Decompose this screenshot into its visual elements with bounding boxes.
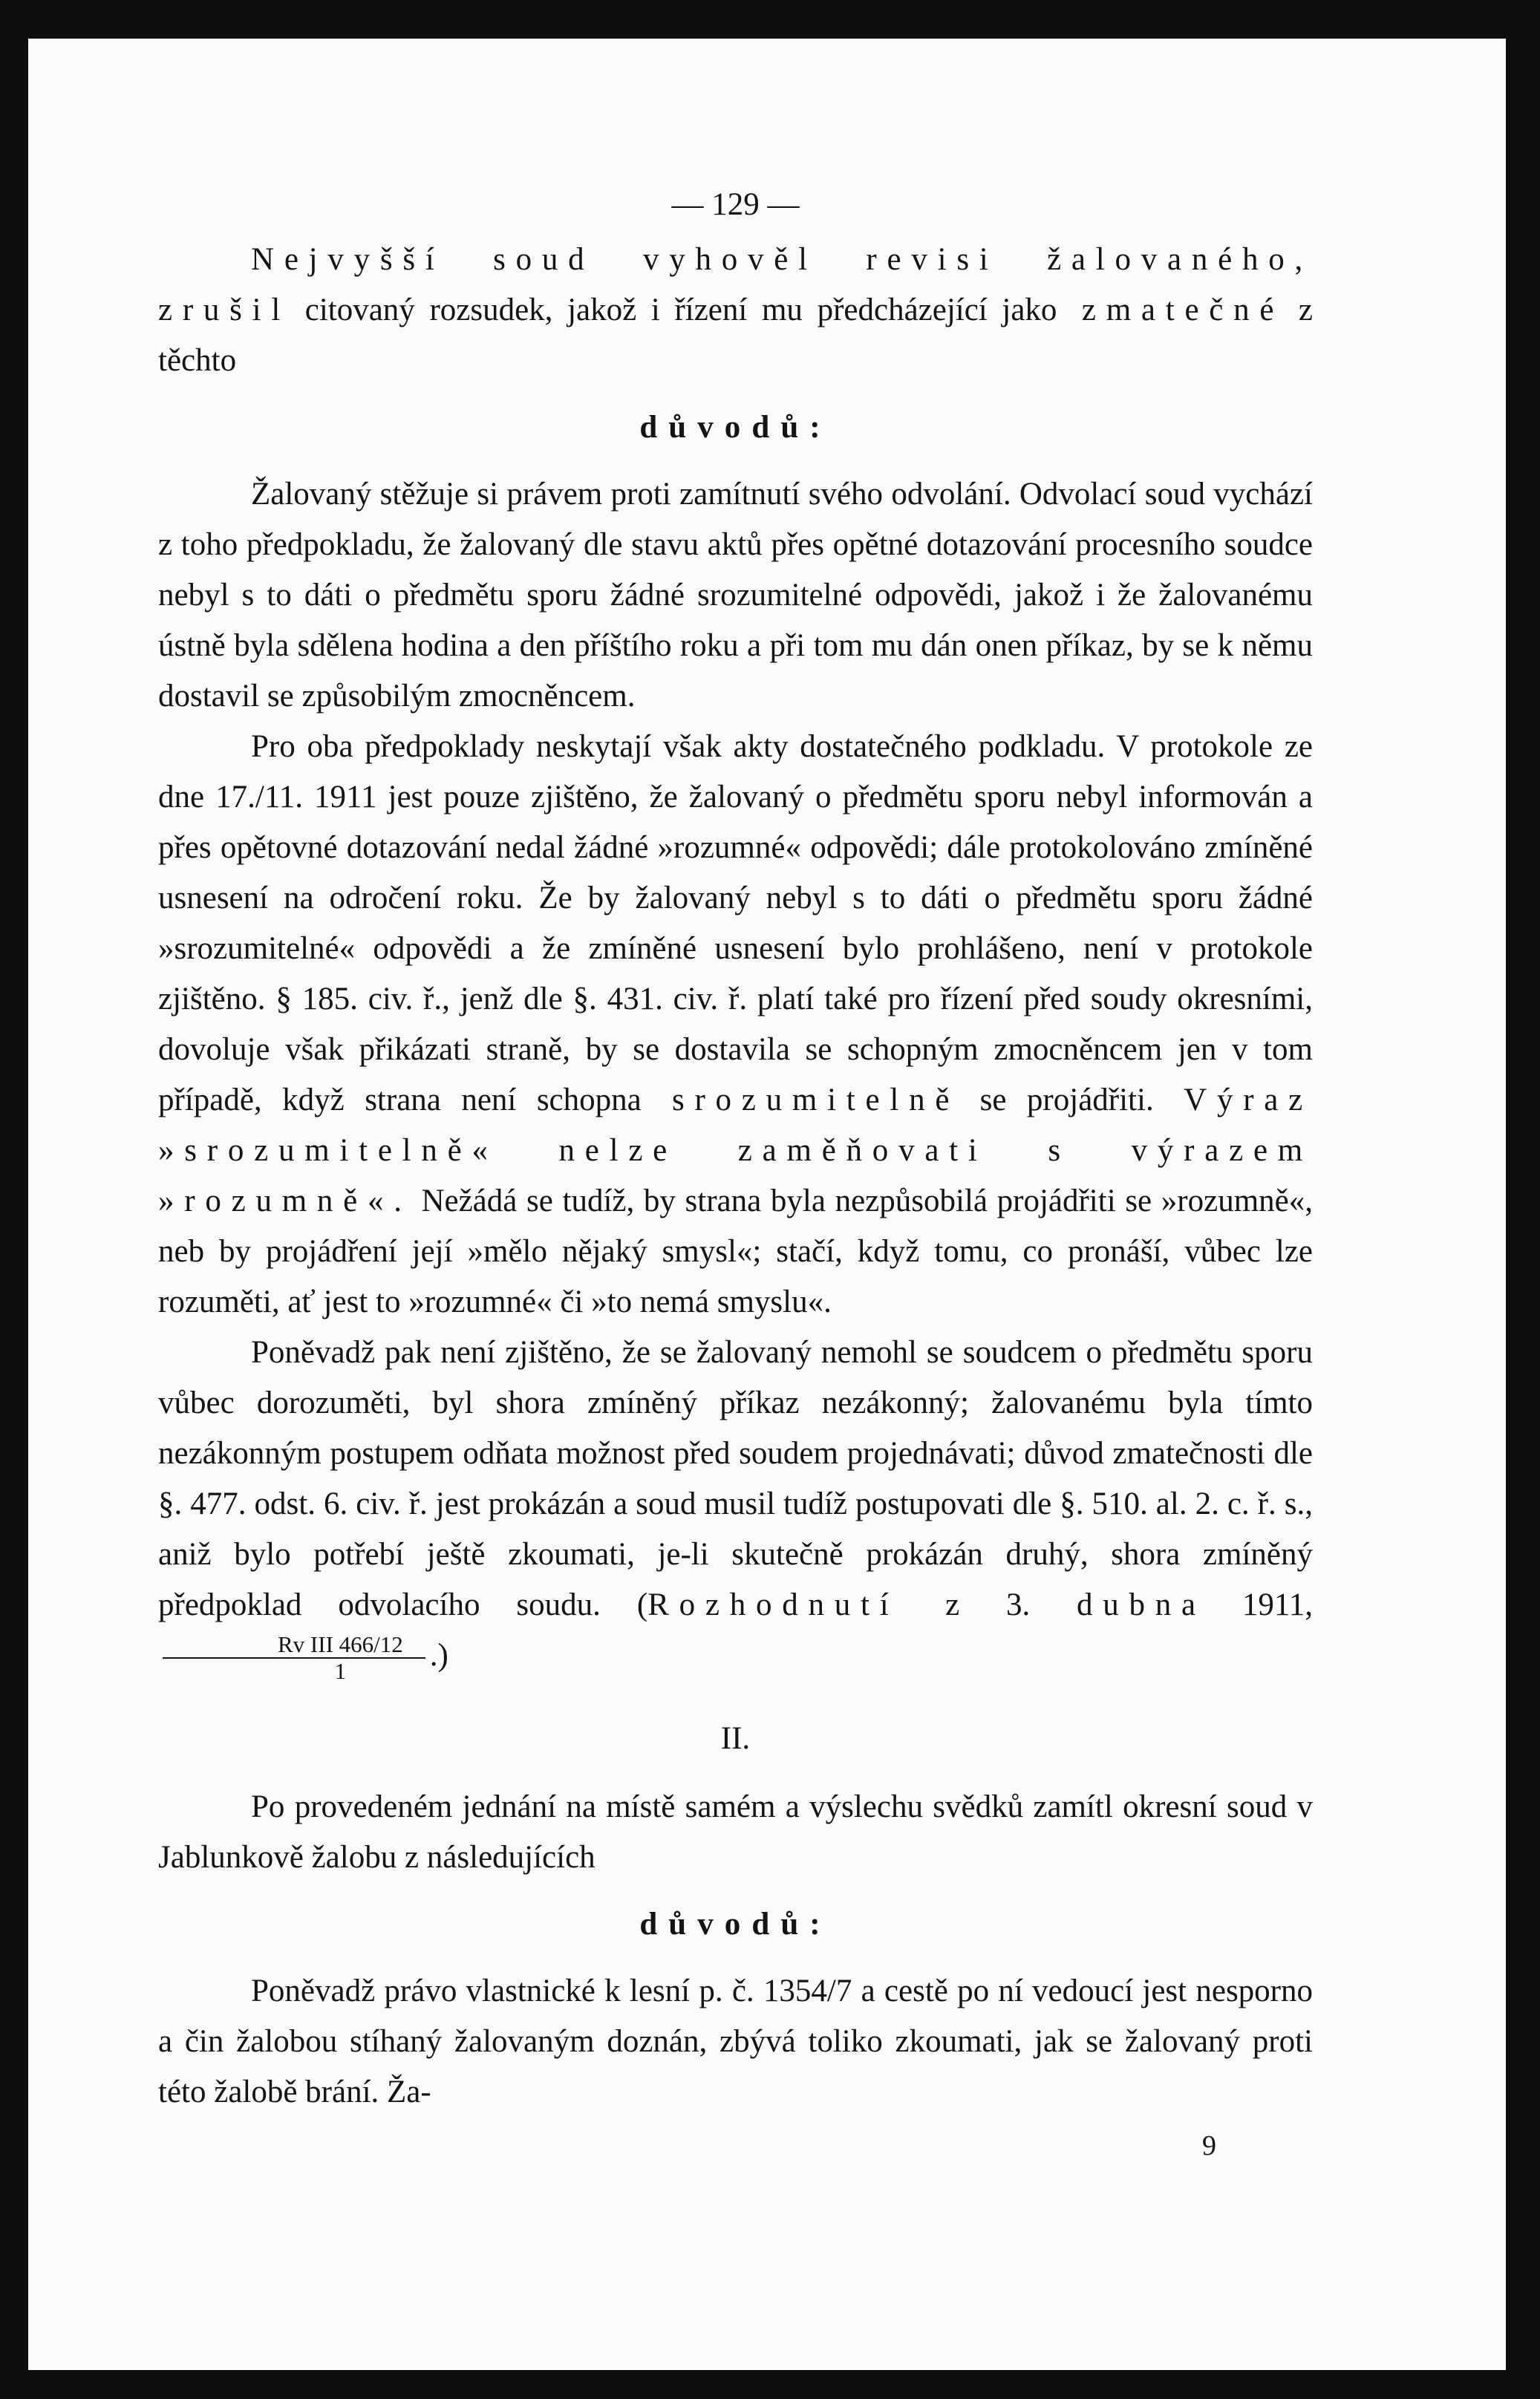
citation-denominator: 1 [334,1658,347,1685]
intro-plain-text: citovaný rozsudek, jakož i řízení mu předcházející jako [290,293,1057,327]
reasons-heading-1: důvodů: [639,410,832,445]
reasons-heading-2: důvodů: [639,1907,832,1942]
paragraph-conclusion [158,1328,1313,1684]
decision-year: 1911, [1205,1587,1314,1622]
paragraph-ownership: Poněvadž právo vlastnické k lesní p. č. 1354/7 a cestě po ní vedoucí jest nesporno a čin žalobou stíhaný žalovaným doznán, zbývá toliko zkoumati, jak se žalovaný proti této žalobě brání. Ža- [158,1974,1313,2110]
spaced-srozumitelne: srozumitelně [641,1083,960,1117]
paragraph-assumptions-end: Nežádá se tudíž, by strana byla nezpůsobilá projádřiti se »rozumně«, neb by projádření její »mělo nějaký smysl«; stačí, když tomu, co pronáší, vůbec lze rozuměti, ať jest to »rozumné« či »to nemá smyslu«. [158,1184,1313,1319]
spaced-vyraz: Výraz »srozumitelně« nelze zaměňovati s výrazem »rozumně«. [158,1083,1313,1218]
decision-day: 3. [970,1587,1031,1622]
paragraph-complaint: Žalovaný stěžuje si právem proti zamítnutí svého odvolání. Odvolací soud vychází z toho předpokladu, že žalovaný dle stavu aktů přes opětné dotazování procesního soudce nebyl s to dáti o předmětu sporu žádné srozumitelné odpovědi, jakož i že žalovanému ústně byla sdělena hodina a den příštího roku a při tom mu dán onen příkaz, by se k němu dostavil se způsobilým zmocněncem. [158,477,1313,714]
section-numeral: II. [720,1721,751,1757]
paragraph-assumptions-mid: se projádřiti. [959,1083,1154,1117]
page-content [158,180,1313,2171]
paragraph-conclusion-text: Poněvadž pak není zjištěno, že se žalovaný nemohl se soudcem o předmětu sporu vůbec dorozuměti, byl shora zmíněný příkaz nezákonný; žalovanému byla tímto nezákonným postupem odňata možnost před soudem projednávati; důvod zmatečnosti dle §. 477. odst. 6. civ. ř. jest prokázán a soud musil tudíž postupovati dle §. 510. al. 2. c. ř. s., aniž bylo potřebí ještě zkoumati, je-li skutečně prokázán druhý, shora zmíněný předpoklad odvolacího soudu. ( [158,1335,1313,1622]
paragraph-district-court: Po provedeném jednání na místě samém a výslechu svědků zamítl okresní soud v Jablunkově žalobu z následujících [158,1789,1313,1876]
decision-month: dubna [1030,1587,1206,1622]
citation-numerator: Rv III 466/12 [163,1632,425,1659]
intro-spaced-text: Nejvyšší soud vyhověl revisi žalovaného, zrušil [158,242,1313,327]
citation-close: .) [429,1638,448,1673]
intro-end-text: z těchto [158,293,1313,378]
paragraph-assumptions [158,722,1313,1328]
page-number: — 129 — [671,187,800,222]
intro-paragraph [158,235,1313,386]
book-page [28,39,1506,2370]
intro-spaced-text-2: zmatečné [1057,293,1285,327]
paragraph-assumptions-text: Pro oba předpoklady neskytají však akty dostatečného podkladu. V protokole ze dne 17./11. 1911 jest pouze zjištěno, že žalovaný o předmětu sporu nebyl informován a přes opětovné dotazování nedal žádné »rozumné« odpovědi; dále protokolováno zmíněné usnesení na odročení roku. Že by žalovaný nebyl s to dáti o předmětu sporu žádné »srozumitelné« odpovědi a že zmíněné usnesení bylo prohlášeno, není v protokole zjištěno. § 185. civ. ř., jenž dle §. 431. civ. ř. platí také pro řízení před soudy okresními, dovoluje však přikázati straně, by se dostavila se schopným zmocněncem jen v tom případě, když strana není schopna [158,729,1313,1117]
sheet-signature: 9 [1202,2130,1216,2162]
spaced-rozhodnuti: Rozhodnutí z [647,1587,970,1622]
citation-fraction [163,1632,425,1684]
